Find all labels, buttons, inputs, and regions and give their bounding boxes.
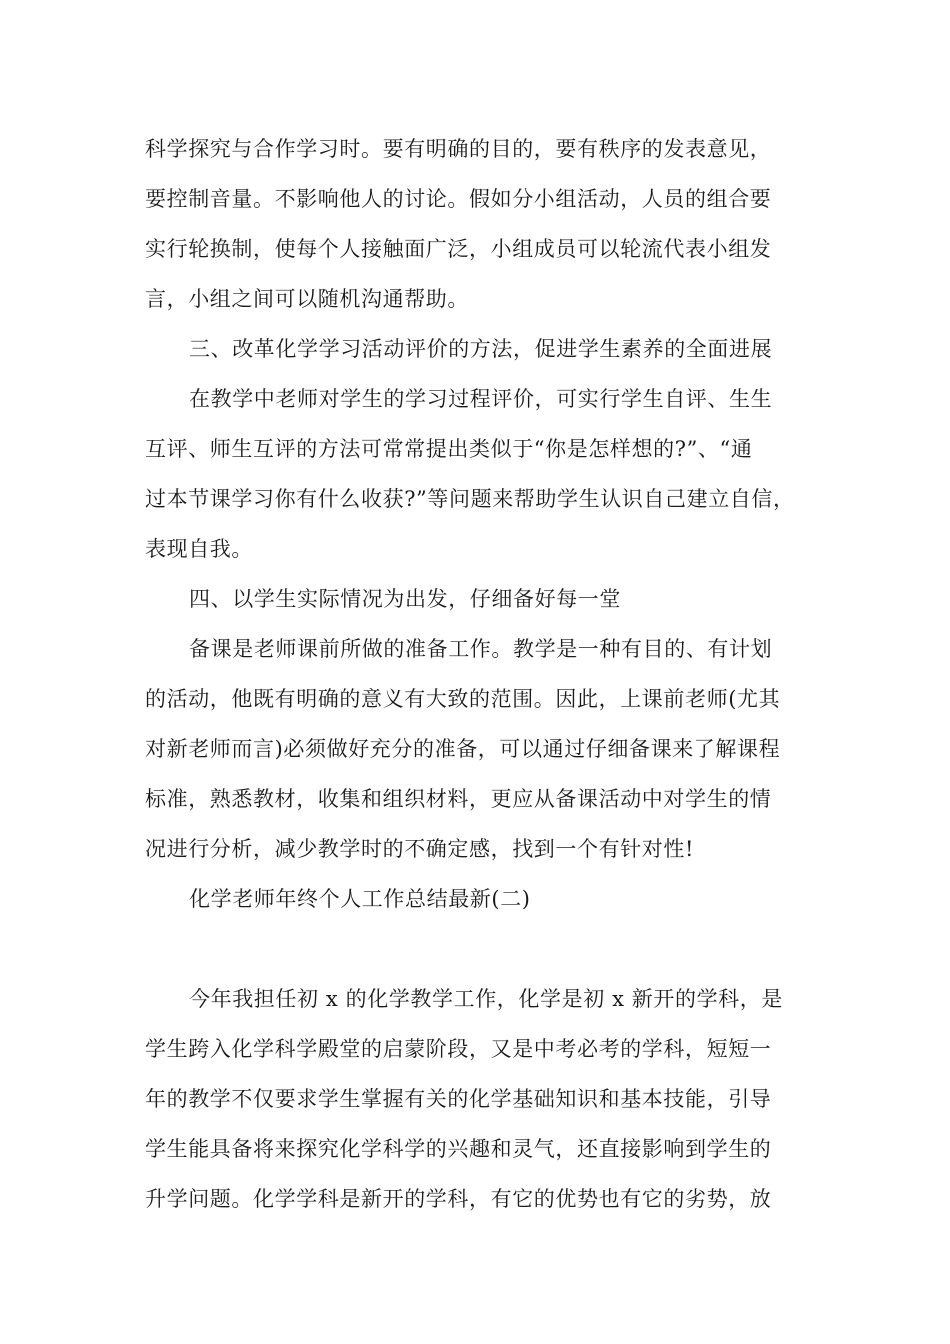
text-line: 年的教学不仅要求学生掌握有关的化学基础知识和基本技能，引导: [145, 1087, 772, 1111]
text-line: 科学探究与合作学习时。要有明确的目的，要有秩序的发表意见，: [145, 137, 772, 161]
text-line: 要控制音量。不影响他人的讨论。假如分小组活动，人员的组合要: [145, 187, 772, 211]
section-heading: 三、改革化学学习活动评价的方法，促进学生素养的全面进展: [189, 337, 773, 361]
text-line: 标准，熟悉教材，收集和组织材料，更应从备课活动中对学生的情: [145, 787, 772, 811]
text-line: 学生能具备将来探究化学科学的兴趣和灵气，还直接影响到学生的: [145, 1137, 772, 1161]
document-title: 化学老师年终个人工作总结最新(二): [189, 887, 531, 911]
text-line: 言，小组之间可以随机沟通帮助。: [145, 287, 469, 311]
text-line: 升学问题。化学学科是新开的学科，有它的优势也有它的劣势，放: [145, 1187, 772, 1211]
text-line: 实行轮换制，使每个人接触面广泛，小组成员可以轮流代表小组发: [145, 237, 772, 261]
text-line: 互评、师生互评的方法可常常提出类似于“你是怎样想的?”、“通: [145, 437, 753, 461]
text-line: 今年我担任初 x 的化学教学工作，化学是初 x 新开的学科，是: [189, 987, 783, 1011]
text-line: 备课是老师课前所做的准备工作。教学是一种有目的、有计划: [189, 637, 773, 661]
section-heading: 四、以学生实际情况为出发，仔细备好每一堂: [189, 587, 621, 611]
text-line: 况进行分析，减少教学时的不确定感，找到一个有针对性!: [145, 837, 695, 861]
text-line: 表现自我。: [145, 537, 253, 561]
text-line: 过本节课学习你有什么收获?”等问题来帮助学生认识自己建立自信，: [145, 487, 795, 511]
text-line: 的活动，他既有明确的意义有大致的范围。因此，上课前老师(尤其: [145, 687, 781, 711]
text-line: 学生跨入化学科学殿堂的启蒙阶段，又是中考必考的学科，短短一: [145, 1037, 772, 1061]
text-line: 对新老师而言)必须做好充分的准备，可以通过仔细备课来了解课程: [145, 737, 781, 761]
text-line: 在教学中老师对学生的学习过程评价，可实行学生自评、生生: [189, 387, 773, 411]
